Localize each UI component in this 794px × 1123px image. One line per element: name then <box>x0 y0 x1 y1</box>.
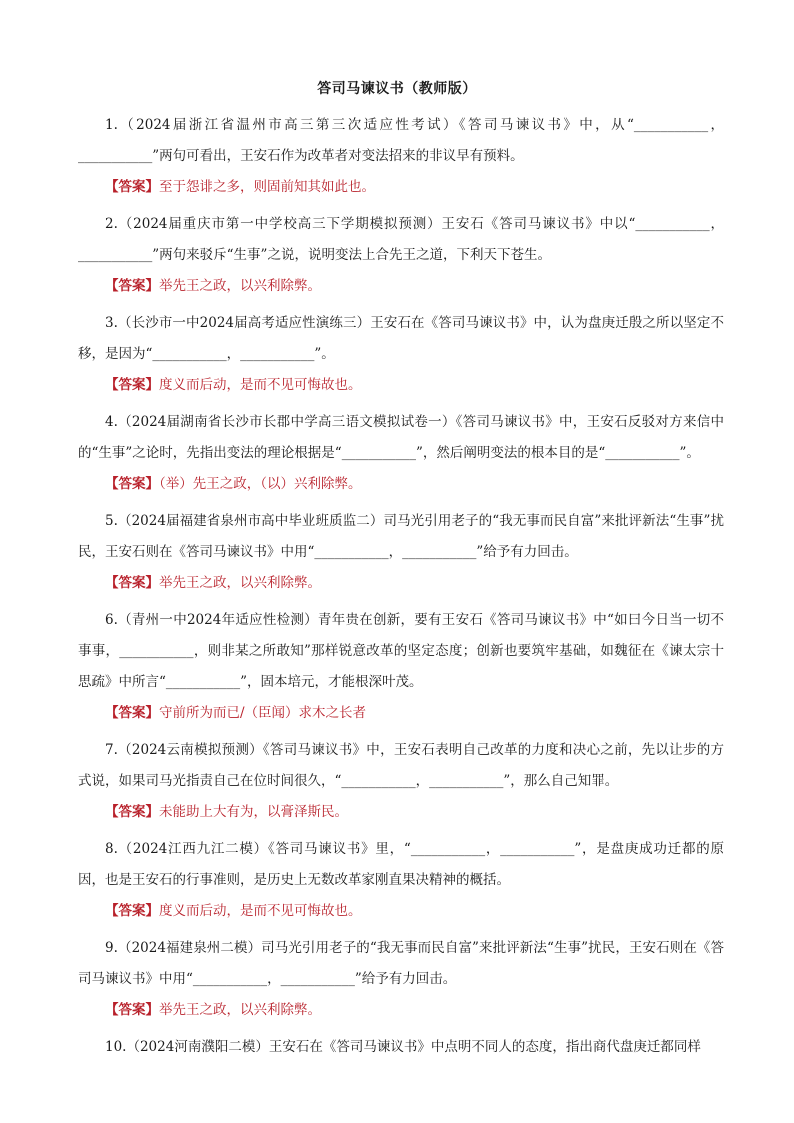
answer-tag: 【答案】 <box>105 705 159 721</box>
answer-line <box>78 271 724 302</box>
answer-line <box>78 698 724 729</box>
question-text: 2.（2024届重庆市第一中学校高三下学期模拟预测）王安石《答司马谏议书》中以“___________，___________”两句来驳斥“生事”之说，说明变法上合先王之道，下利天下苍生。 <box>78 216 724 263</box>
answer-line <box>78 995 724 1026</box>
question-text: 4.（2024届湖南省长沙市长郡中学高三语文模拟试卷一）《答司马谏议书》中，王安石反驳对方来信中的“生事”之论时，先指出变法的理论根据是“___________”，然后阐明变法的根本目的是“___________”。 <box>78 414 724 461</box>
answer-line <box>78 370 724 401</box>
answer-line <box>78 896 724 927</box>
answer-tag: 【答案】 <box>105 804 159 820</box>
answer-text: 举先王之政，以兴利除弊。 <box>159 575 321 591</box>
question-text: 10.（2024河南濮阳二模）王安石在《答司马谏议书》中点明不同人的态度，指出商代盘庚迁都同样 <box>105 1039 701 1055</box>
answer-text: 举先王之政，以兴利除弊。 <box>159 278 321 294</box>
answer-text: 未能助上大有为，以膏泽斯民。 <box>159 804 348 820</box>
answer-tag: 【答案】 <box>105 278 159 294</box>
answer-tag: 【答案】 <box>105 903 159 919</box>
answer-text: 守前所为而已/（臣闻）求木之长者 <box>159 705 367 721</box>
answer-text: （举）先王之政，（以）兴利除弊。 <box>159 476 362 492</box>
question-text: 3.（长沙市一中2024届高考适应性演练三）王安石在《答司马谏议书》中，认为盘庚迁殷之所以坚定不移，是因为“___________，___________”。 <box>78 315 724 362</box>
question-text: 7.（2024云南模拟预测）《答司马谏议书》中，王安石表明自己改革的力度和决心之前，先以让步的方式说，如果司马光指责自己在位时间很久，“___________，___________”，那么自己知罪。 <box>78 742 724 789</box>
answer-line <box>78 469 724 500</box>
question-text: 9.（2024福建泉州二模）司马光引用老子的“我无事而民自富”来批评新法“生事”扰民，王安石则在《答司马谏议书》中用“___________，___________”给予有力回击。 <box>78 940 724 987</box>
answer-text: 举先王之政，以兴利除弊。 <box>159 1002 321 1018</box>
question-text: 1.（2024届浙江省温州市高三第三次适应性考试）《答司马谏议书》中，从“___________，___________”两句可看出，王安石作为改革者对变法招来的非议早有预料。 <box>78 117 724 164</box>
answer-line <box>78 797 724 828</box>
answer-tag: 【答案】 <box>105 476 159 492</box>
question-list <box>78 110 724 1063</box>
answer-tag: 【答案】 <box>105 179 159 195</box>
answer-tag: 【答案】 <box>105 377 159 393</box>
answer-tag: 【答案】 <box>105 1002 159 1018</box>
page-title: 答司马谏议书（教师版） <box>317 81 477 97</box>
answer-text: 度义而后动，是而不见可悔故也。 <box>159 903 362 919</box>
question-text: 5.（2024届福建省泉州市高中毕业班质监二）司马光引用老子的“我无事而民自富”来批评新法“生事”扰民，王安石则在《答司马谏议书》中用“___________，___________”给予有力回击。 <box>78 513 724 560</box>
question-text: 6.（青州一中2024年适应性检测）青年贵在创新，要有王安石《答司马谏议书》中“如曰今日当一切不事事，___________，则非某之所敢知”那样锐意改革的坚定态度；创新也要筑牢基础，如魏征在《谏太宗十思疏》中所言“___________”，固本培元，才能根深叶茂。 <box>78 612 724 690</box>
answer-tag: 【答案】 <box>105 575 159 591</box>
question-text: 8.（2024江西九江二模）《答司马谏议书》里，“___________，___________”，是盘庚成功迁都的原因，也是王安石的行事准则，是历史上无数改革家刚直果决精神的概括。 <box>78 841 724 888</box>
answer-line <box>78 172 724 203</box>
answer-line <box>78 568 724 599</box>
answer-text: 至于怨诽之多，则固前知其如此也。 <box>159 179 375 195</box>
answer-text: 度义而后动，是而不见可悔故也。 <box>159 377 362 393</box>
